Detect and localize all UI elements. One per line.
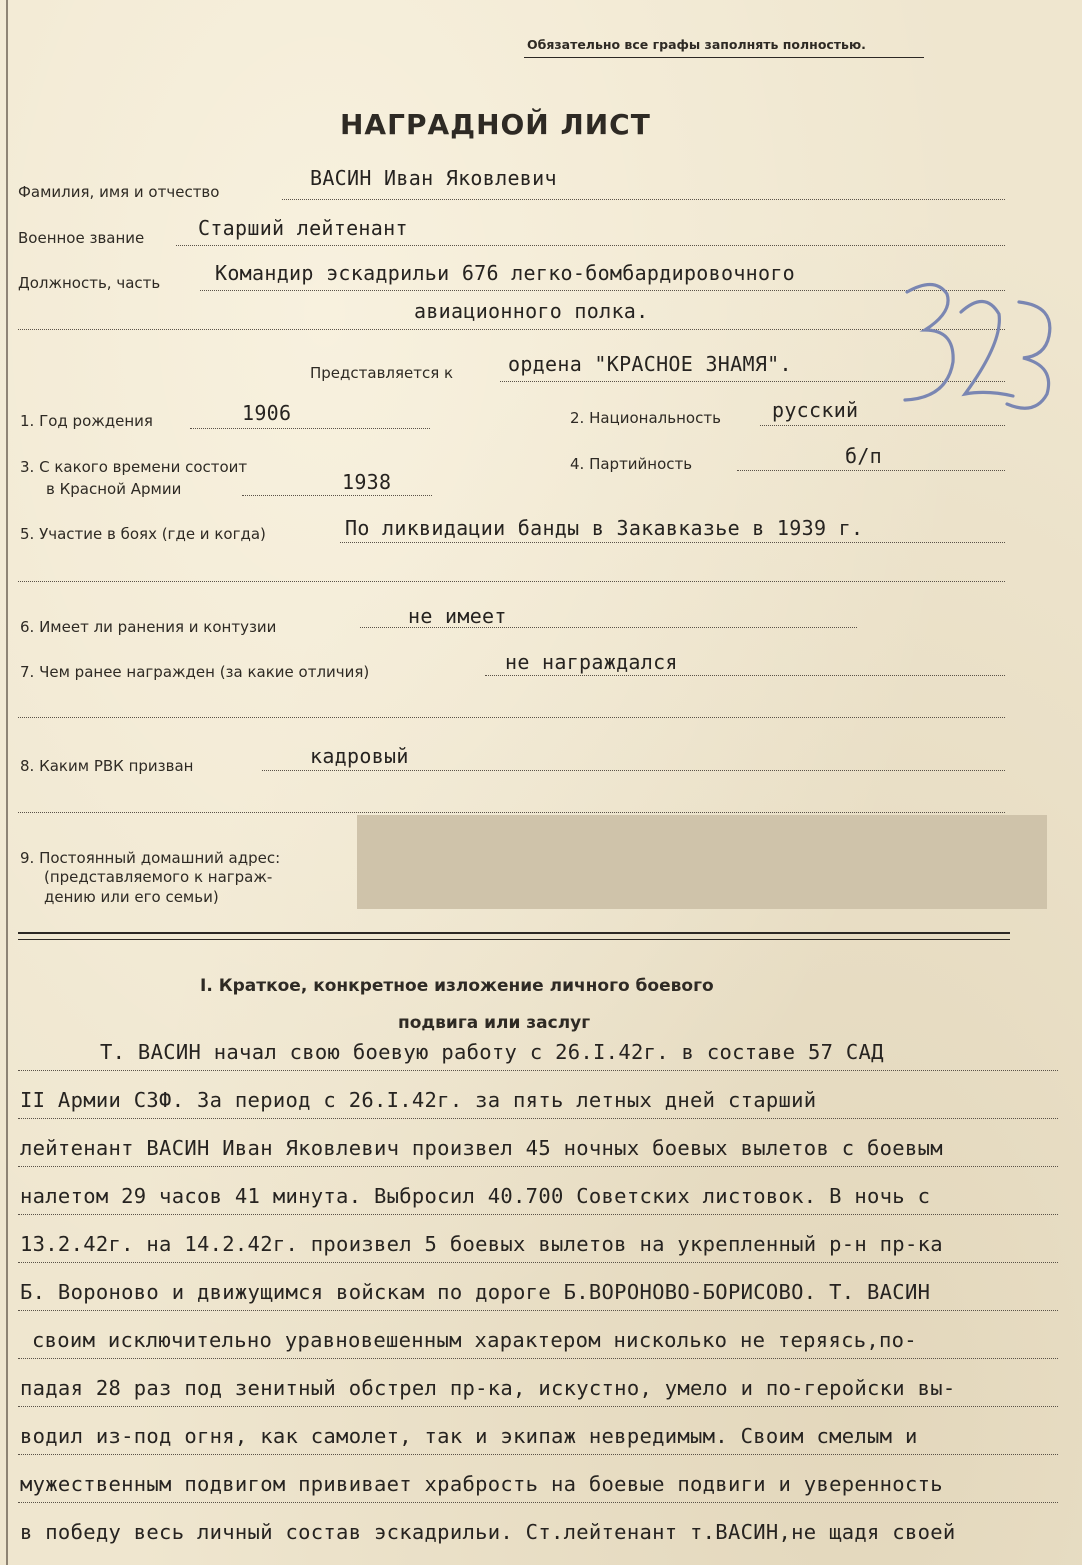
- battles-line-2: [18, 581, 1005, 582]
- army-value: 1938: [342, 470, 392, 494]
- awards-label: 7. Чем ранее награжден (за какие отличия): [20, 663, 370, 681]
- party-label: 4. Партийность: [570, 455, 693, 473]
- position-label: Должность, часть: [18, 274, 161, 292]
- rvk-line: [262, 770, 1005, 771]
- party-line: [737, 470, 1005, 471]
- rvk-line-2: [18, 812, 1005, 813]
- narrative-line-7: своим исключительно уравновешенным характером нисколько не теряясь,по-: [32, 1328, 917, 1352]
- narrative-line-5: 13.2.42г. на 14.2.42г. произвел 5 боевых вылетов на укрепленный р-н пр-ка: [20, 1232, 943, 1256]
- rvk-value: кадровый: [310, 744, 409, 768]
- narrative-rule-10: [18, 1502, 1058, 1503]
- left-margin-rule: [6, 0, 8, 1565]
- address-label-line-3: дению или его семьи): [44, 888, 219, 906]
- nationality-line: [760, 425, 1005, 426]
- rank-line: [176, 245, 1005, 246]
- narrative-rule-3: [18, 1166, 1058, 1167]
- narrative-line-2: II Армии СЗФ. За период с 26.I.42г. за пять летных дней старший: [20, 1088, 817, 1112]
- fill-notice: Обязательно все графы заполнять полностью.: [527, 37, 866, 52]
- birth-value: 1906: [242, 401, 292, 425]
- narrative-rule-8: [18, 1406, 1058, 1407]
- narrative-line-1: Т. ВАСИН начал свою боевую работу с 26.I.42г. в составе 57 САД: [100, 1040, 884, 1064]
- rank-value: Старший лейтенант: [198, 216, 408, 240]
- handwritten-number-text: 323: [895, 272, 897, 273]
- narrative-line-11: в победу весь личный состав эскадрильи. Ст.лейтенант т.ВАСИН,не щадя своей: [20, 1520, 956, 1544]
- wounds-label: 6. Имеет ли ранения и контузии: [20, 618, 277, 636]
- narrative-line-4: налетом 29 часов 41 минута. Выбросил 40.700 Советских листовок. В ночь с: [20, 1184, 931, 1208]
- narrative-rule-7: [18, 1358, 1058, 1359]
- birth-label: 1. Год рождения: [20, 412, 153, 430]
- narrative-line-6: Б. Вороново и движущимся войскам по дороге Б.ВОРОНОВО-БОРИСОВО. Т. ВАСИН: [20, 1280, 931, 1304]
- narrative-rule-1: [18, 1070, 1058, 1071]
- fio-label: Фамилия, имя и отчество: [18, 183, 220, 201]
- narrative-rule-2: [18, 1118, 1058, 1119]
- army-line: [242, 495, 432, 496]
- rvk-label: 8. Каким РВК призван: [20, 757, 194, 775]
- narrative-line-10: мужественным подвигом прививает храбрость на боевые подвиги и уверенность: [20, 1472, 943, 1496]
- address-redaction: [357, 815, 1047, 909]
- address-label-line-2: (представляемого к награж-: [44, 868, 273, 886]
- awards-value: не награждался: [505, 650, 678, 674]
- nationality-value: русский: [772, 398, 859, 422]
- awards-line: [485, 675, 1005, 676]
- narrative-rule-6: [18, 1310, 1058, 1311]
- army-label-line-1: 3. С какого времени состоит: [20, 458, 248, 476]
- section-heading-line-1: I. Краткое, конкретное изложение личного боевого: [200, 976, 714, 996]
- narrative-rule-5: [18, 1262, 1058, 1263]
- narrative-rule-4: [18, 1214, 1058, 1215]
- section-rule-1: [18, 932, 1010, 934]
- narrative-line-3: лейтенант ВАСИН Иван Яковлевич произвел 45 ночных боевых вылетов с боевым: [20, 1136, 943, 1160]
- position-line-1: [200, 290, 1005, 291]
- handwritten-number: [895, 272, 1065, 432]
- address-label-line-1: 9. Постоянный домашний адрес:: [20, 849, 281, 867]
- battles-value: По ликвидации банды в Закавказье в 1939 г.: [345, 516, 864, 540]
- fio-value: ВАСИН Иван Яковлевич: [310, 166, 557, 190]
- army-label-line-2: в Красной Армии: [46, 480, 182, 498]
- wounds-value: не имеет: [408, 604, 507, 628]
- section-rule-2: [18, 939, 1010, 940]
- position-line-2: [18, 329, 1005, 330]
- narrative-line-8: падая 28 раз под зенитный обстрел пр-ка, искустно, умело и по-геройски вы-: [20, 1376, 956, 1400]
- narrative-line-9: водил из-под огня, как самолет, так и экипаж невредимым. Своим смелым и: [20, 1424, 918, 1448]
- battles-label: 5. Участие в боях (где и когда): [20, 525, 266, 543]
- rank-label: Военное звание: [18, 229, 145, 247]
- position-value-line-1: Командир эскадрильи 676 легко-бомбардировочного: [215, 261, 796, 285]
- nationality-label: 2. Национальность: [570, 409, 721, 427]
- notice-underline: [524, 57, 924, 58]
- narrative-rule-9: [18, 1454, 1058, 1455]
- fio-line: [282, 199, 1005, 200]
- battles-line: [340, 542, 1005, 543]
- position-value-line-2: авиационного полка.: [414, 299, 649, 323]
- awards-line-2: [18, 717, 1005, 718]
- party-value: б/п: [845, 444, 883, 468]
- page-title: НАГРАДНОЙ ЛИСТ: [340, 108, 651, 141]
- award-label: Представляется к: [310, 364, 454, 382]
- birth-line: [190, 428, 430, 429]
- award-value: ордена "КРАСНОЕ ЗНАМЯ".: [508, 352, 792, 376]
- section-heading-line-2: подвига или заслуг: [398, 1013, 591, 1033]
